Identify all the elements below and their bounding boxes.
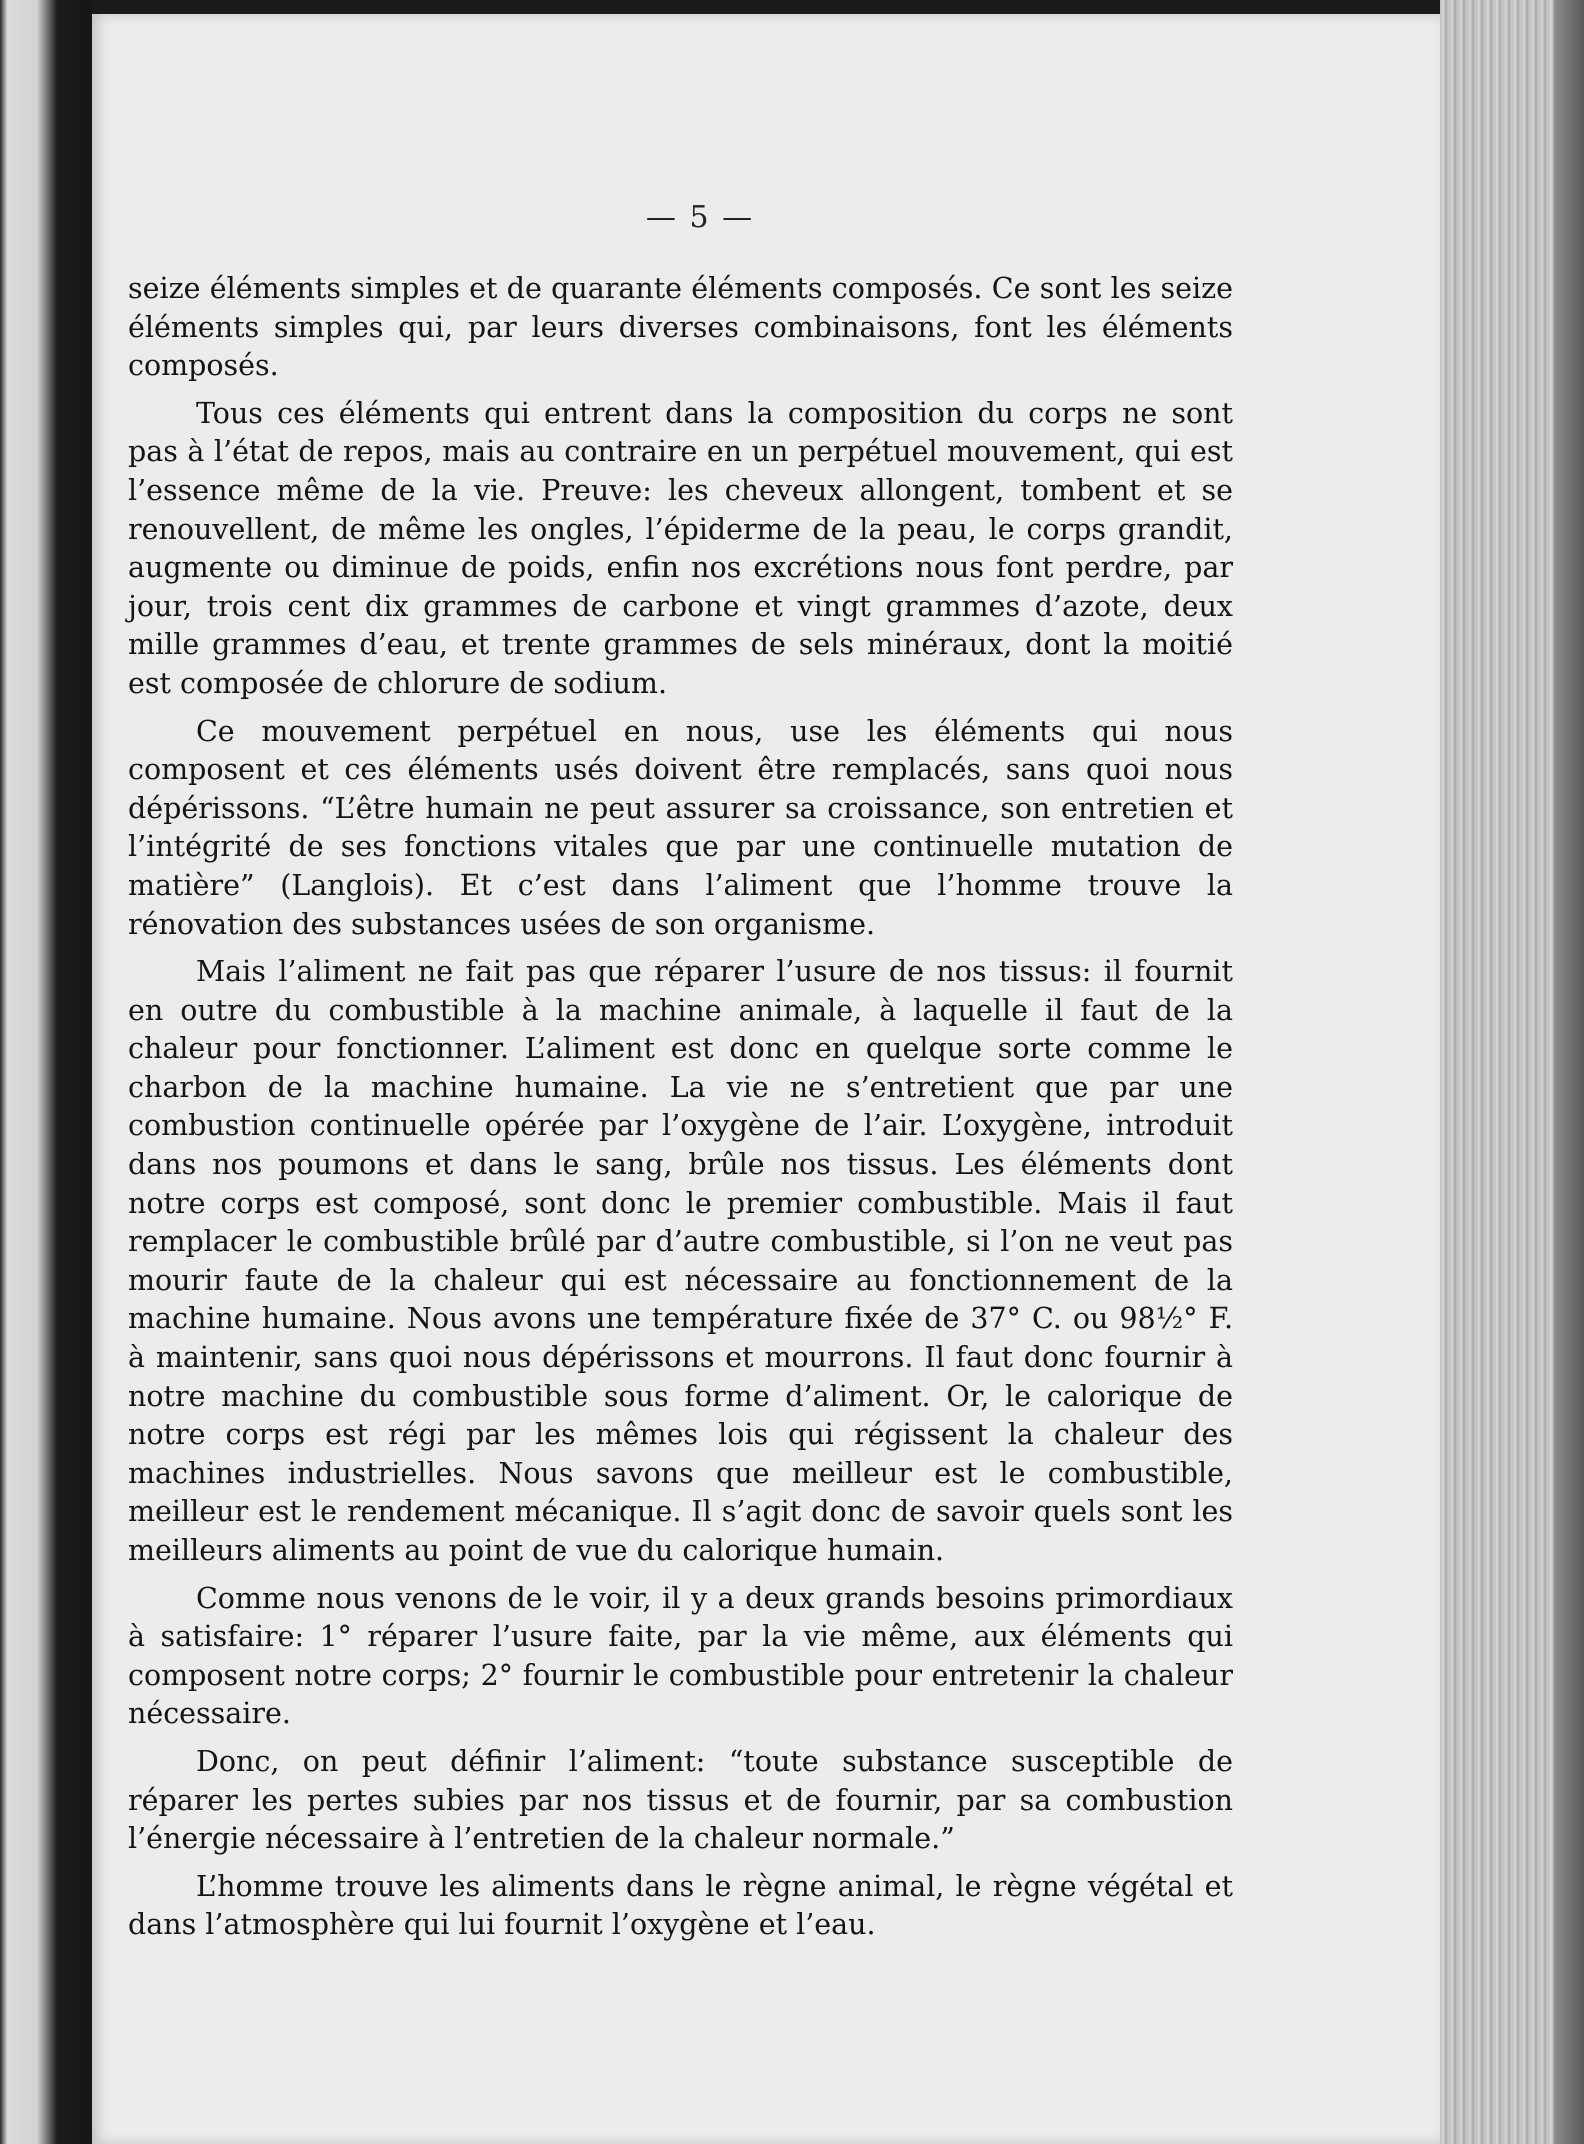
paragraph-4: Mais l’aliment ne fait pas que réparer l’usure de nos tissus: il fournit en outre du combustible à la machine animale, à laquelle il faut de la chaleur pour fonctionner. L’aliment est donc en quelque sorte comme le charbon de la machine humaine. La vie ne s’entretient que par une combustion continuelle opérée par l’oxygène de l’air. L’oxygène, introduit dans nos poumons et dans le sang, brûle nos tissus. Les éléments dont notre corps est composé, sont donc le premier combustible. Mais il faut remplacer le combustible brûlé par d’autre combustible, si l’on ne veut pas mourir faute de la chaleur qui est nécessaire au fonctionnement de la machine humaine. Nous avons une température fixée de 37° C. ou 98½° F. à maintenir, sans quoi nous dépérissons et mourrons. Il faut donc fournir à notre machine du combustible sous forme d’aliment. Or, le calorique de notre corps est régi par les mêmes lois qui régissent la chaleur des machines industrielles. Nous savons que meilleur est le combustible, meilleur est le rendement mécanique. Il s’agit donc de savoir quels sont les meilleurs aliments au point de vue du calorique humain. [128,955,1233,1567]
paragraph-3: Ce mouvement perpétuel en nous, use les éléments qui nous composent et ces éléments usés doivent être remplacés, sans quoi nous dépérissons. “L’être humain ne peut assurer sa croissance, son entretien et l’intégrité de ses fonctions vitales que par une continuelle mutation de matière” (Langlois). Et c’est dans l’aliment que l’homme trouve la rénovation des substances usées de son organisme. [128,714,1233,941]
paragraph-6: Donc, on peut définir l’aliment: “toute substance susceptible de réparer les pertes subies par nos tissus et de fournir, par sa combustion l’énergie nécessaire à l’entretien de la chaleur normale.” [128,1744,1233,1856]
paragraph-1: seize éléments simples et de quarante éléments composés. Ce sont les seize éléments simples qui, par leurs diverses combinaisons, font les éléments composés. [128,272,1233,383]
book-binding-left [0,0,92,2144]
paragraph-7: L’homme trouve les aliments dans le règne animal, le règne végétal et dans l’atmosphère qui lui fournit l’oxygène et l’eau. [128,1869,1233,1942]
page-number: — 5 — [645,200,755,235]
body-text [128,270,1233,1954]
paragraph-2: Tous ces éléments qui entrent dans la composition du corps ne sont pas à l’état de repos, mais au contraire en un perpétuel mouvement, qui est l’essence même de la vie. Preuve: les cheveux allongent, tombent et se renouvellent, de même les ongles, l’épiderme de la peau, le corps grandit, augmente ou diminue de poids, enfin nos excrétions nous font perdre, par jour, trois cent dix grammes de carbone et vingt grammes d’azote, deux mille grammes d’eau, et trente grammes de sels minéraux, dont la moitié est composée de chlorure de sodium. [128,396,1233,700]
book-cover-edge [1554,0,1584,2144]
book-page-edges [1440,0,1584,2144]
paragraph-5: Comme nous venons de le voir, il y a deux grands besoins primordiaux à satisfaire: 1° réparer l’usure faite, par la vie même, aux éléments qui composent notre corps; 2° fournir le combustible pour entretenir la chaleur nécessaire. [128,1581,1233,1731]
